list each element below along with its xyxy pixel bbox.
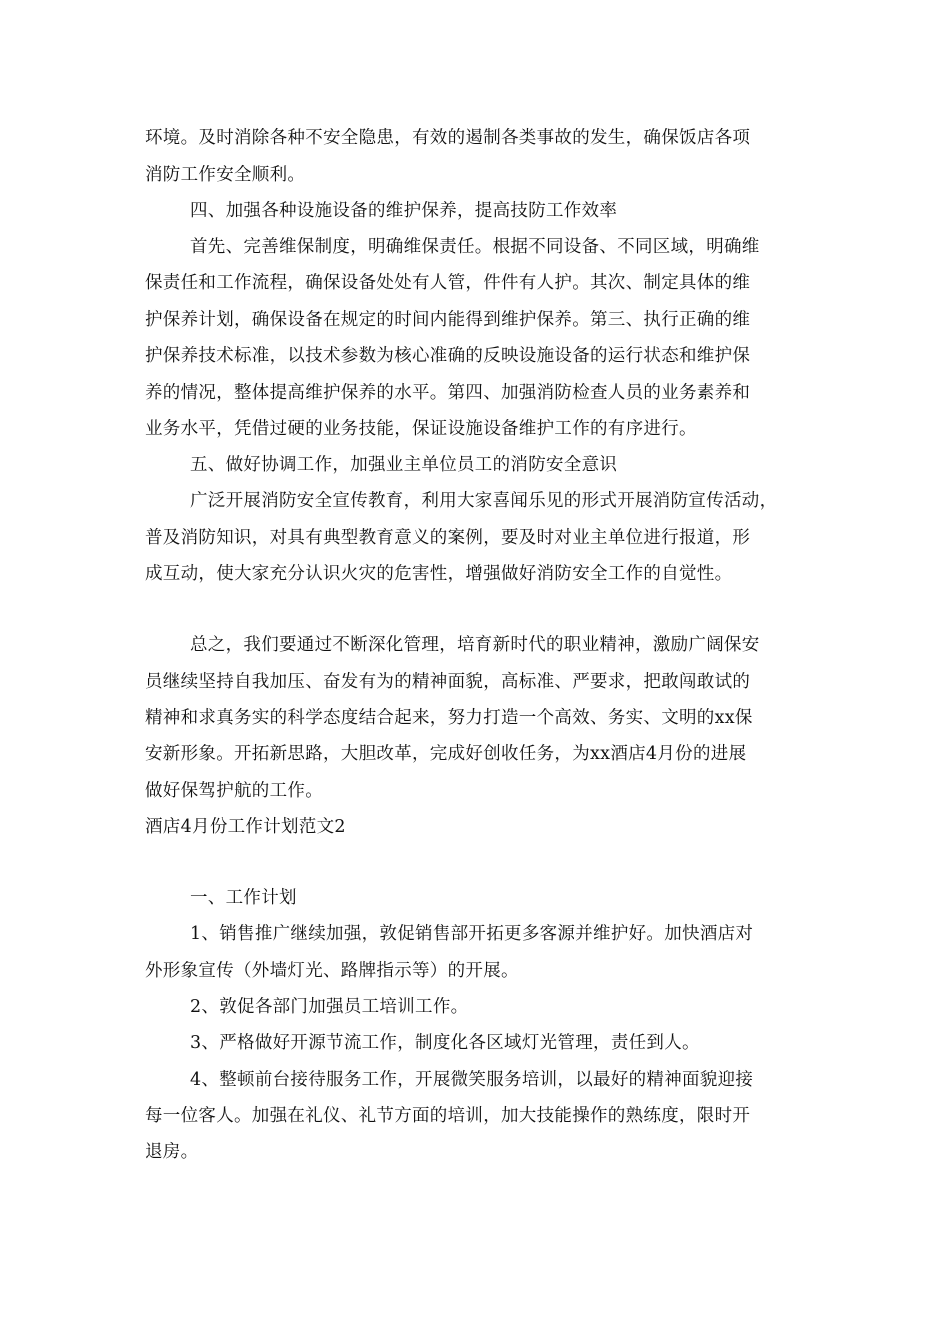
body-line: 员继续坚持自我加压、奋发有为的精神面貌，高标准、严要求，把敢闯敢试的 xyxy=(145,672,751,692)
section-heading: 五、做好协调工作，加强业主单位员工的消防安全意识 xyxy=(190,455,618,475)
body-line: 业务水平，凭借过硬的业务技能，保证设施设备维护工作的有序进行。 xyxy=(145,419,697,439)
body-line: 每一位客人。加强在礼仪、礼节方面的培训，加大技能操作的熟练度，限时开 xyxy=(145,1106,751,1126)
list-item: 4、整顿前台接待服务工作，开展微笑服务培训，以最好的精神面貌迎接 xyxy=(190,1070,754,1090)
body-line: 保责任和工作流程，确保设备处处有人管，件件有人护。其次、制定具体的维 xyxy=(145,273,751,293)
body-line: 护保养计划，确保设备在规定的时间内能得到维护保养。第三、执行正确的维 xyxy=(145,310,751,330)
body-line: 退房。 xyxy=(145,1142,199,1162)
body-line: 广泛开展消防安全宣传教育，利用大家喜闻乐见的形式开展消防宣传活动， xyxy=(190,491,778,511)
body-line: 安新形象。开拓新思路，大胆改革，完成好创收任务，为xx酒店4月份的进展 xyxy=(145,744,747,764)
body-line: 总之，我们要通过不断深化管理，培育新时代的职业精神，激励广阔保安 xyxy=(190,635,760,655)
body-line: 环境。及时消除各种不安全隐患，有效的遏制各类事故的发生，确保饭店各项 xyxy=(145,128,751,148)
body-line: 养的情况，整体提高维护保养的水平。第四、加强消防检查人员的业务素养和 xyxy=(145,383,751,403)
list-item: 1、销售推广继续加强，敦促销售部开拓更多客源并维护好。加快酒店对 xyxy=(190,924,754,944)
body-line: 做好保驾护航的工作。 xyxy=(145,781,323,801)
section-heading: 一、工作计划 xyxy=(190,888,297,908)
list-item: 3、严格做好开源节流工作，制度化各区域灯光管理，责任到人。 xyxy=(190,1033,700,1053)
body-line: 护保养技术标准，以技术参数为核心准确的反映设施设备的运行状态和维护保 xyxy=(145,346,751,366)
body-line: 外形象宣传（外墙灯光、路牌指示等）的开展。 xyxy=(145,961,519,981)
body-line: 精神和求真务实的科学态度结合起来，努力打造一个高效、务实、文明的xx保 xyxy=(145,708,753,728)
body-line: 消防工作安全顺利。 xyxy=(145,165,306,185)
section-heading: 四、加强各种设施设备的维护保养，提高技防工作效率 xyxy=(190,201,618,221)
document-subtitle: 酒店4月份工作计划范文2 xyxy=(145,817,346,837)
list-item: 2、敦促各部门加强员工培训工作。 xyxy=(190,997,469,1017)
body-line: 首先、完善维保制度，明确维保责任。根据不同设备、不同区域，明确维 xyxy=(190,237,760,257)
body-line: 普及消防知识，对具有典型教育意义的案例，要及时对业主单位进行报道，形 xyxy=(145,528,751,548)
body-line: 成互动，使大家充分认识火灾的危害性，增强做好消防安全工作的自觉性。 xyxy=(145,564,733,584)
